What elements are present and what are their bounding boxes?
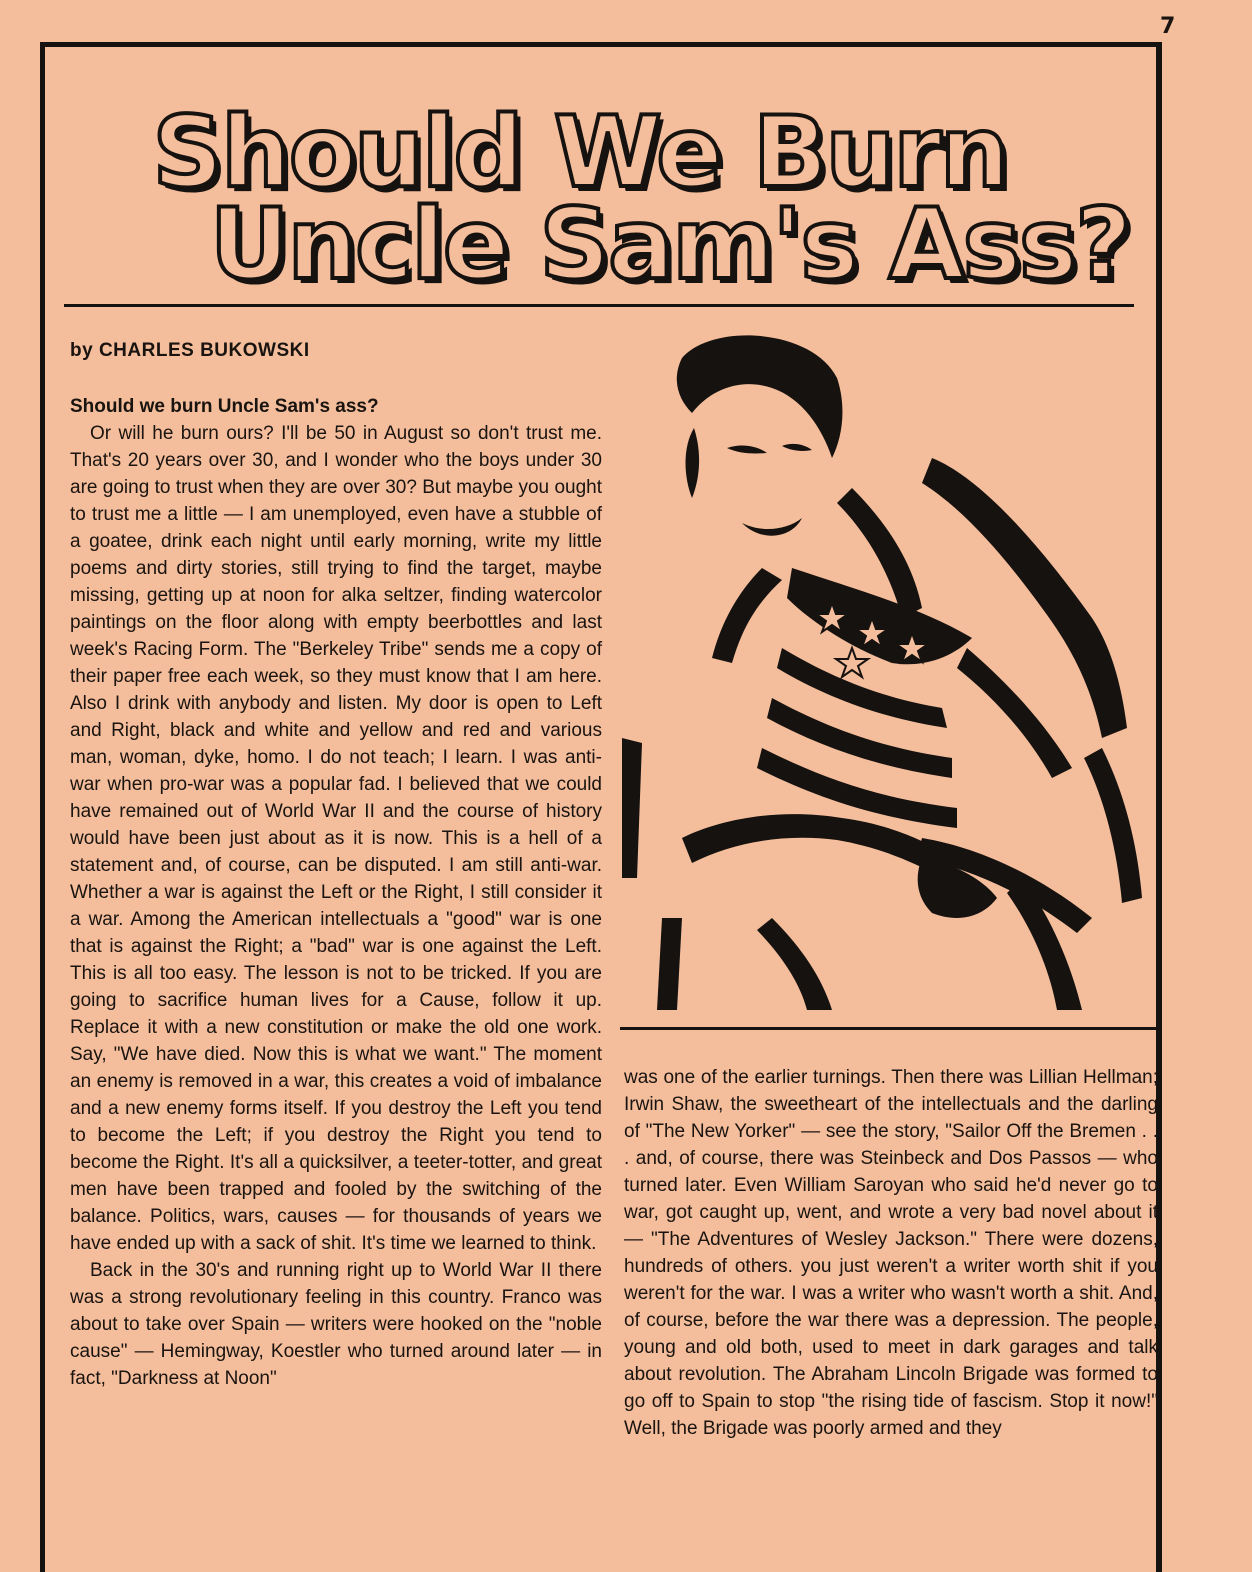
headline-line-1: Should We Burn bbox=[152, 96, 1008, 210]
right-column bbox=[624, 1064, 1158, 1442]
byline: by CHARLES BUKOWSKI bbox=[70, 340, 310, 361]
uncle-sam-illustration-art bbox=[622, 318, 1157, 1010]
paragraph: Or will he burn ours? I'll be 50 in August so don't trust me. That's 20 years over 30, and I wonder who the boys under 30 are going to trust when they are over 30? But maybe you ought to trust me a little — I am unemployed, even have a stubble of a goatee, drink each night until early morning, write my little poems and dirty stories, still trying to find the target, maybe missing, getting up at noon for alka seltzer, finding watercolor paintings on the floor along with empty beerbottles and last week's Racing Form. The "Berkeley Tribe" sends me a copy of their paper free each week, so they must know that I am here. Also I drink with anybody and listen. My door is open to Left and Right, black and white and yellow and red and various man, woman, dyke, homo. I do not teach; I learn. I was anti-war when pro-war was a popular fad. I believed that we could have remained out of World War II and the course of history would have been just about as it is now. This is a hell of a statement and, of course, can be disputed. I am still anti-war. Whether a war is against the Left or the Right, I still consider it a war. Among the American intellectuals a "good" war is one that is against the Right; a "bad" war is one against the Left. This is all too easy. The lesson is not to be tricked. If you are going to sacrifice human lives for a Cause, follow it up. Replace it with a new constitution or make the old one work. Say, "We have died. Now this is what we want." The moment an enemy is removed in a war, this creates a void of imbalance and a new enemy forms itself. If you destroy the Left you tend to become the Left; if you destroy the Right you tend to become the Right. It's all a quicksilver, a teeter-totter, and great men have been trapped and fooled by the switching of the balance. Politics, wars, causes — for thousands of years we have ended up with a sack of shit. It's time we learned to think. bbox=[70, 423, 602, 1254]
headline-rule bbox=[64, 304, 1134, 307]
subhead: Should we burn Uncle Sam's ass? bbox=[70, 396, 379, 417]
paragraph: Back in the 30's and running right up to World War II there was a strong revolutionary feeling in this country. Franco was about to take over Spain — writers were hooked on the "noble cause" — Hemingway, Koestler who turned around later — in fact, "Darkness at Noon" bbox=[70, 1260, 602, 1389]
left-column bbox=[70, 393, 602, 1392]
page-number: 7 bbox=[1160, 14, 1176, 39]
paragraph: was one of the earlier turnings. Then there was Lillian Hellman; Irwin Shaw, the sweetheart of the intellectuals and the darling of "The New Yorker" — see the story, "Sailor Off the Bremen . . . and, of course, there was Steinbeck and Dos Passos — who turned later. Even William Saroyan who said he'd never go to war, got caught up, went, and wrote a very bad novel about it — "The Adventures of Wesley Jackson." There were dozens, hundreds of others. you just weren't a writer worth shit if you weren't for the war. I was a writer who wasn't worth a shit. And, of course, before the war there was a depression. The people, young and old both, used to meet in dark garages and talk about revolution. The Abraham Lincoln Brigade was formed to go off to Spain to stop "the rising tide of fascism. Stop it now!" Well, the Brigade was poorly armed and they bbox=[624, 1067, 1158, 1439]
headline-line-2: Uncle Sam's Ass? bbox=[209, 188, 1131, 302]
uncle-sam-illustration bbox=[622, 318, 1157, 1010]
illustration-rule bbox=[620, 1027, 1158, 1030]
